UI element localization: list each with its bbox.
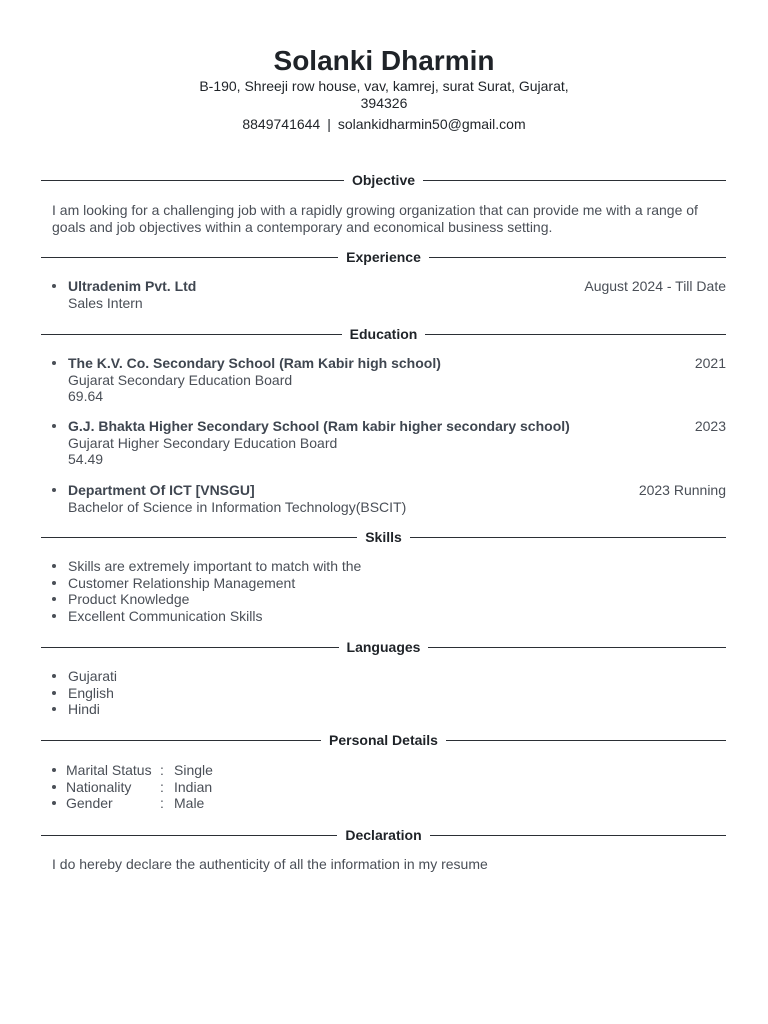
- section-title: Languages: [346, 639, 421, 655]
- list-item: [52, 558, 726, 575]
- address-line-1: B-190, Shreeji row house, vav, kamrej, surat Surat, Gujarat,: [199, 78, 569, 94]
- detail-colon: :: [160, 762, 164, 778]
- bullet-icon: [52, 801, 56, 805]
- bullet-icon: [52, 597, 56, 601]
- divider-line: [41, 257, 338, 258]
- education-board: Bachelor of Science in Information Technology(BSCIT): [68, 498, 407, 515]
- skill-text: Skills are extremely important to match with the: [68, 558, 362, 574]
- address-line-2: 394326: [360, 95, 408, 111]
- objective-text: I am looking for a challenging job with a rapidly growing organization that can provide me with a range of goals and job objectives within a contemporary and economical business setting.: [52, 202, 698, 235]
- detail-key: Nationality: [66, 778, 132, 795]
- section-title: Experience: [346, 249, 421, 265]
- section-heading-experience: [41, 248, 726, 266]
- section-heading-declaration: [41, 826, 726, 844]
- bullet-icon: [52, 691, 56, 695]
- bullet-icon: [52, 488, 56, 492]
- bullet-icon: [52, 785, 56, 789]
- divider-line: [41, 740, 321, 741]
- education-year: 2021: [694, 355, 726, 371]
- education-item: [52, 355, 726, 405]
- bullet-icon: [52, 674, 56, 678]
- section-heading-languages: [41, 638, 726, 656]
- language-text: Hindi: [68, 701, 100, 717]
- bullet-icon: [52, 614, 56, 618]
- contact-separator: |: [327, 116, 331, 132]
- bullet-icon: [52, 284, 56, 288]
- email-address: solankidharmin50@gmail.com: [337, 116, 526, 132]
- skills-list: [52, 558, 726, 624]
- bullet-icon: [52, 361, 56, 365]
- school-name: Department Of ICT [VNSGU]: [68, 482, 255, 498]
- education-board: Gujarat Secondary Education Board: [68, 371, 293, 388]
- declaration-text: I do hereby declare the authenticity of all the information in my resume: [52, 856, 488, 872]
- list-item: [52, 575, 726, 592]
- experience-date: August 2024 - Till Date: [584, 278, 726, 294]
- bullet-icon: [52, 707, 56, 711]
- section-heading-objective: [41, 171, 726, 189]
- job-role: Sales Intern: [68, 294, 143, 311]
- section-title: Personal Details: [329, 732, 438, 748]
- contact-line: [0, 116, 768, 133]
- list-item: [52, 762, 726, 779]
- school-name: G.J. Bhakta Higher Secondary School (Ram kabir higher secondary school): [68, 418, 570, 434]
- detail-colon: :: [160, 795, 164, 811]
- divider-line: [41, 537, 357, 538]
- section-heading-education: [41, 325, 726, 343]
- divider-line: [430, 835, 726, 836]
- detail-value: Male: [174, 795, 205, 811]
- divider-line: [410, 537, 726, 538]
- education-year: 2023 Running: [638, 482, 726, 498]
- list-item: [52, 685, 726, 702]
- detail-colon: :: [160, 778, 164, 795]
- divider-line: [429, 257, 726, 258]
- personal-details-list: [52, 762, 726, 812]
- bullet-icon: [52, 581, 56, 585]
- company-name: Ultradenim Pvt. Ltd: [68, 278, 197, 294]
- section-title: Objective: [351, 172, 416, 188]
- skill-text: Excellent Communication Skills: [68, 607, 263, 624]
- section-title: Declaration: [345, 827, 422, 843]
- section-title: Education: [349, 326, 418, 342]
- skill-text: Customer Relationship Management: [68, 574, 296, 591]
- divider-line: [41, 647, 339, 648]
- education-item: [52, 482, 726, 515]
- detail-key: Marital Status: [66, 762, 152, 778]
- education-score: 69.64: [68, 388, 104, 404]
- bullet-icon: [52, 424, 56, 428]
- section-heading-skills: [41, 528, 726, 546]
- experience-item: [52, 278, 726, 311]
- list-item: [52, 795, 726, 812]
- education-year: 2023: [694, 418, 726, 434]
- section-heading-personal-details: [41, 731, 726, 749]
- list-item: [52, 608, 726, 625]
- list-item: [52, 779, 726, 796]
- bullet-icon: [52, 768, 56, 772]
- school-name: The K.V. Co. Secondary School (Ram Kabir high school): [68, 355, 441, 371]
- language-text: Gujarati: [68, 668, 118, 684]
- phone-number: 8849741644: [242, 116, 321, 132]
- languages-list: [52, 668, 726, 718]
- education-item: [52, 418, 726, 468]
- candidate-name: Solanki Dharmin: [273, 45, 495, 76]
- list-item: [52, 668, 726, 685]
- education-score: 54.49: [68, 451, 104, 467]
- divider-line: [446, 740, 726, 741]
- section-title: Skills: [365, 529, 402, 545]
- divider-line: [41, 835, 337, 836]
- list-item: [52, 591, 726, 608]
- language-text: English: [68, 684, 114, 701]
- divider-line: [425, 334, 726, 335]
- skill-text: Product Knowledge: [68, 591, 190, 607]
- address: [0, 78, 768, 112]
- detail-key: Gender: [66, 795, 113, 811]
- divider-line: [428, 647, 726, 648]
- detail-value: Single: [174, 762, 213, 778]
- education-board: Gujarat Higher Secondary Education Board: [68, 434, 338, 451]
- divider-line: [423, 180, 726, 181]
- divider-line: [41, 334, 342, 335]
- detail-value: Indian: [174, 778, 213, 795]
- divider-line: [41, 180, 344, 181]
- bullet-icon: [52, 564, 56, 568]
- list-item: [52, 701, 726, 718]
